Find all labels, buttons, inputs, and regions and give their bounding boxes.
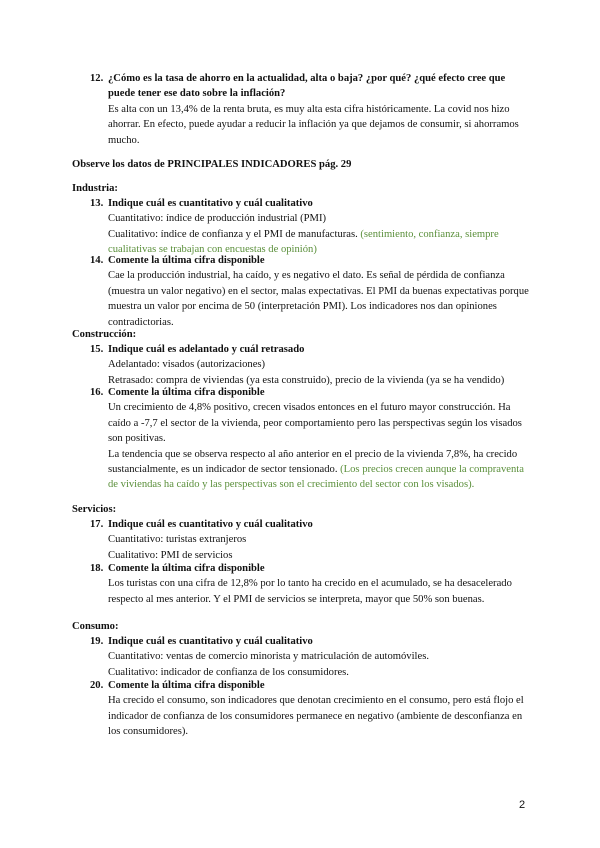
answer-line: Cuantitativo: turistas extranjeros: [108, 534, 247, 546]
question-20: [90, 678, 530, 740]
question-text: Comente la última cifra disponible: [108, 255, 265, 266]
section-servicios: Servicios:: [72, 504, 117, 515]
question-15: [90, 342, 530, 388]
question-text: Comente la última cifra disponible: [108, 387, 265, 398]
answer-text: Es alta con un 13,4% de la renta bruta, es muy alta esta cifra históricamente. La covid nos hizo ahorrar. En efecto, puede ayudar a reducir la inflación ya que dejamos de consumir, si ahorramos mucho.: [108, 103, 519, 146]
question-number: 18.: [90, 563, 104, 574]
answer-line: Cualitativo: indicador de confianza de los consumidores.: [108, 666, 349, 678]
question-text: Comente la última cifra disponible: [108, 680, 265, 691]
question-text: Indique cuál es cuantitativo y cuál cualitativo: [108, 636, 313, 647]
section-consumo: Consumo:: [72, 621, 119, 632]
answer-paragraph: [108, 447, 530, 493]
answer-text: Ha crecido el consumo, son indicadores que denotan crecimiento en el consumo, pero está flojo el indicador de confianza de los consumidores permanece en negativo (ambiente de desconfianza en los consumidores).: [108, 695, 524, 738]
answer-text: Cualitativo: índice de confianza y el PMI de manufacturas.: [108, 228, 358, 240]
teacher-note: (Los precios crecen aunque la compraventa de viviendas ha caído y las perspectivas son el crecimiento del sector con los visados).: [108, 464, 524, 491]
question-number: 19.: [90, 636, 104, 647]
answer-line: Cuantitativo: índice de producción industrial (PMI): [108, 213, 327, 225]
question-text: Indique cuál es adelantado y cuál retrasado: [108, 344, 305, 355]
section-industria: Industria:: [72, 183, 118, 194]
answer-text: La tendencia que se observa respecto al año anterior en el precio de la vivienda 7,8%, ha crecido sustancialmente, es un indicador de sector tensionado.: [108, 448, 518, 476]
question-18: [90, 561, 530, 607]
question-number: 20.: [90, 680, 104, 691]
question-number: 13.: [90, 198, 104, 209]
answer-line: Adelantado: visados (autorizaciones): [108, 359, 266, 371]
teacher-note: (sentimiento, confianza, siempre cualitativas se trabajan con encuestas de opinión): [108, 228, 499, 256]
question-17: [90, 517, 530, 563]
question-text: Indique cuál es cuantitativo y cuál cualitativo: [108, 519, 313, 530]
question-number: 14.: [90, 255, 104, 266]
question-13: [90, 196, 530, 258]
page-number: 2: [519, 799, 526, 811]
question-16: [90, 385, 530, 493]
answer-text: Cae la producción industrial, ha caído, y es negativo el dato. Es señal de pérdida de confianza (muestra un valor negativo) en el sector, malas expectativas. El PMI da buenas expectativas porque muestra un valor por encima de 50 (interpretación PMI). Los indicadores nos dan opiniones contradictorias.: [108, 270, 529, 328]
question-text: ¿Cómo es la tasa de ahorro en la actualidad, alta o baja? ¿por qué? ¿qué efecto cree que puede tener ese dato sobre la inflación?: [108, 73, 506, 100]
question-14: [90, 253, 530, 330]
question-number: 12.: [90, 73, 104, 84]
question-12: [90, 71, 530, 148]
answer-line: Cualitativo: PMI de servicios: [108, 549, 233, 561]
question-text: Comente la última cifra disponible: [108, 563, 265, 574]
answer-line: Cuantitativo: ventas de comercio minorista y matriculación de automóviles.: [108, 651, 429, 663]
answer-line: Retrasado: compra de viviendas (ya esta construido), precio de la vivienda (ya se ha vendido): [108, 374, 505, 386]
section-construccion: Construcción:: [72, 329, 137, 340]
question-19: [90, 634, 530, 680]
question-number: 16.: [90, 387, 104, 398]
question-number: 17.: [90, 519, 104, 530]
question-text: Indique cuál es cuantitativo y cuál cualitativo: [108, 198, 313, 209]
observe-heading: Observe los datos de PRINCIPALES INDICADORES pág. 29: [72, 159, 352, 170]
question-number: 15.: [90, 344, 104, 355]
answer-text: Los turistas con una cifra de 12,8% por lo tanto ha crecido en el acumulado, se ha desacelerado respecto al mes anterior. Y el PMI de servicios se interpreta, mayor que 50% son buenas.: [108, 578, 512, 605]
answer-text: Un crecimiento de 4,8% positivo, crecen visados entonces en el futuro mayor construcción. Ha caído a -7,7 el sector de la vivienda, peor comportamiento pero las perspectivas según los visados son positivas.: [108, 402, 522, 445]
